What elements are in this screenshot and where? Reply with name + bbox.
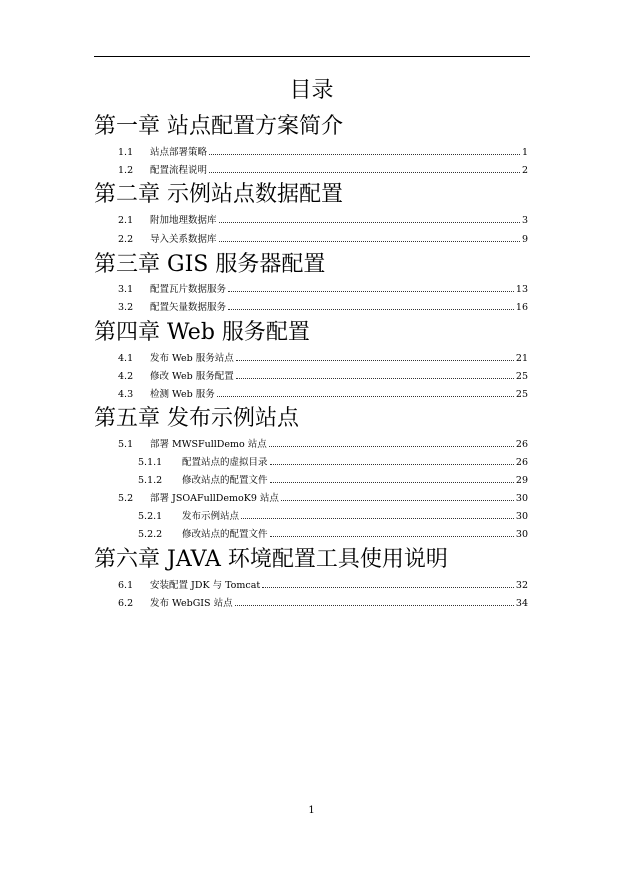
entry-title: 修改 Web 服务配置 xyxy=(150,371,234,382)
dot-leader xyxy=(270,536,514,537)
entry-page: 30 xyxy=(515,529,528,540)
dot-leader xyxy=(270,482,514,483)
entry-number: 2.2 xyxy=(118,234,134,245)
toc-entry-4-1[interactable] xyxy=(118,352,528,366)
entry-title: 发布 Web 服务站点 xyxy=(150,353,234,364)
toc-title: 目录 xyxy=(289,78,334,103)
toc-entry-5-1-1[interactable] xyxy=(138,456,528,470)
entry-page: 26 xyxy=(515,457,528,468)
dot-leader xyxy=(209,172,520,173)
chapter-heading-1[interactable]: 第一章 站点配置方案简介 xyxy=(94,114,343,139)
toc-entry-2-2[interactable] xyxy=(118,233,528,247)
dot-leader xyxy=(217,396,514,397)
entry-title: 检测 Web 服务 xyxy=(150,389,215,400)
toc-entry-3-2[interactable] xyxy=(118,301,528,315)
entry-number: 3.2 xyxy=(118,302,134,313)
dot-leader xyxy=(235,605,514,606)
entry-title: 安装配置 JDK 与 Tomcat xyxy=(150,580,261,591)
entry-number: 1.1 xyxy=(118,147,134,158)
entry-number: 5.1 xyxy=(118,439,134,450)
toc-entry-4-2[interactable] xyxy=(118,370,528,384)
toc-entry-1-2[interactable] xyxy=(118,164,528,178)
entry-page: 25 xyxy=(515,371,528,382)
chapter-heading-2[interactable]: 第二章 示例站点数据配置 xyxy=(94,182,343,207)
entry-title: 配置流程说明 xyxy=(150,165,208,176)
entry-number: 5.2.1 xyxy=(138,511,163,522)
entry-page: 25 xyxy=(515,389,528,400)
entry-title: 修改站点的配置文件 xyxy=(182,475,268,486)
entry-page: 13 xyxy=(515,284,528,295)
dot-leader xyxy=(209,154,520,155)
toc-entry-2-1[interactable] xyxy=(118,214,528,228)
entry-number: 6.1 xyxy=(118,580,134,591)
dot-leader xyxy=(281,500,514,501)
toc-entry-5-1-2[interactable] xyxy=(138,474,528,488)
entry-title: 配置矢量数据服务 xyxy=(150,302,227,313)
entry-page: 3 xyxy=(521,215,528,226)
toc-entry-3-1[interactable] xyxy=(118,283,528,297)
toc-entry-1-1[interactable] xyxy=(118,146,528,160)
entry-page: 34 xyxy=(515,598,528,609)
entry-number: 5.1.2 xyxy=(138,475,163,486)
toc-entry-4-3[interactable] xyxy=(118,388,528,402)
toc-entry-5-2-1[interactable] xyxy=(138,510,528,524)
entry-title: 导入关系数据库 xyxy=(150,234,217,245)
entry-number: 2.1 xyxy=(118,215,134,226)
entry-number: 4.2 xyxy=(118,371,134,382)
toc-entry-6-1[interactable] xyxy=(118,579,528,593)
entry-page: 29 xyxy=(515,475,528,486)
dot-leader xyxy=(269,446,514,447)
dot-leader xyxy=(262,587,514,588)
entry-title: 部署 MWSFullDemo 站点 xyxy=(150,439,267,450)
dot-leader xyxy=(228,309,514,310)
entry-page: 16 xyxy=(515,302,528,313)
entry-title: 配置站点的虚拟目录 xyxy=(182,457,268,468)
entry-title: 站点部署策略 xyxy=(150,147,208,158)
dot-leader xyxy=(236,378,514,379)
entry-number: 5.1.1 xyxy=(138,457,163,468)
entry-title: 修改站点的配置文件 xyxy=(182,529,268,540)
entry-page: 30 xyxy=(515,493,528,504)
entry-number: 6.2 xyxy=(118,598,134,609)
dot-leader xyxy=(241,518,514,519)
entry-number: 5.2 xyxy=(118,493,134,504)
entry-number: 1.2 xyxy=(118,165,134,176)
dot-leader xyxy=(228,291,514,292)
entry-page: 9 xyxy=(521,234,528,245)
entry-page: 30 xyxy=(515,511,528,522)
entry-number: 4.3 xyxy=(118,389,134,400)
dot-leader xyxy=(219,241,520,242)
dot-leader xyxy=(219,222,520,223)
entry-page: 26 xyxy=(515,439,528,450)
chapter-heading-6[interactable]: 第六章 JAVA 环境配置工具使用说明 xyxy=(94,547,448,572)
entry-number: 3.1 xyxy=(118,284,134,295)
entry-title: 发布示例站点 xyxy=(182,511,240,522)
dot-leader xyxy=(270,464,514,465)
entry-page: 32 xyxy=(515,580,528,591)
toc-entry-5-1[interactable] xyxy=(118,438,528,452)
toc-entry-5-2[interactable] xyxy=(118,492,528,506)
entry-title: 部署 JSOAFullDemoK9 站点 xyxy=(150,493,279,504)
entry-title: 配置瓦片数据服务 xyxy=(150,284,227,295)
entry-page: 1 xyxy=(521,147,528,158)
entry-page: 2 xyxy=(521,165,528,176)
dot-leader xyxy=(236,360,514,361)
chapter-heading-5[interactable]: 第五章 发布示例站点 xyxy=(94,406,299,431)
entry-page: 21 xyxy=(515,353,528,364)
chapter-heading-4[interactable]: 第四章 Web 服务配置 xyxy=(94,320,310,345)
entry-title: 发布 WebGIS 站点 xyxy=(150,598,233,609)
entry-title: 附加地理数据库 xyxy=(150,215,217,226)
toc-entry-6-2[interactable] xyxy=(118,597,528,611)
page-number: 1 xyxy=(308,805,315,816)
header-rule xyxy=(94,56,530,57)
entry-number: 4.1 xyxy=(118,353,134,364)
toc-entry-5-2-2[interactable] xyxy=(138,528,528,542)
entry-number: 5.2.2 xyxy=(138,529,163,540)
chapter-heading-3[interactable]: 第三章 GIS 服务器配置 xyxy=(94,252,326,277)
